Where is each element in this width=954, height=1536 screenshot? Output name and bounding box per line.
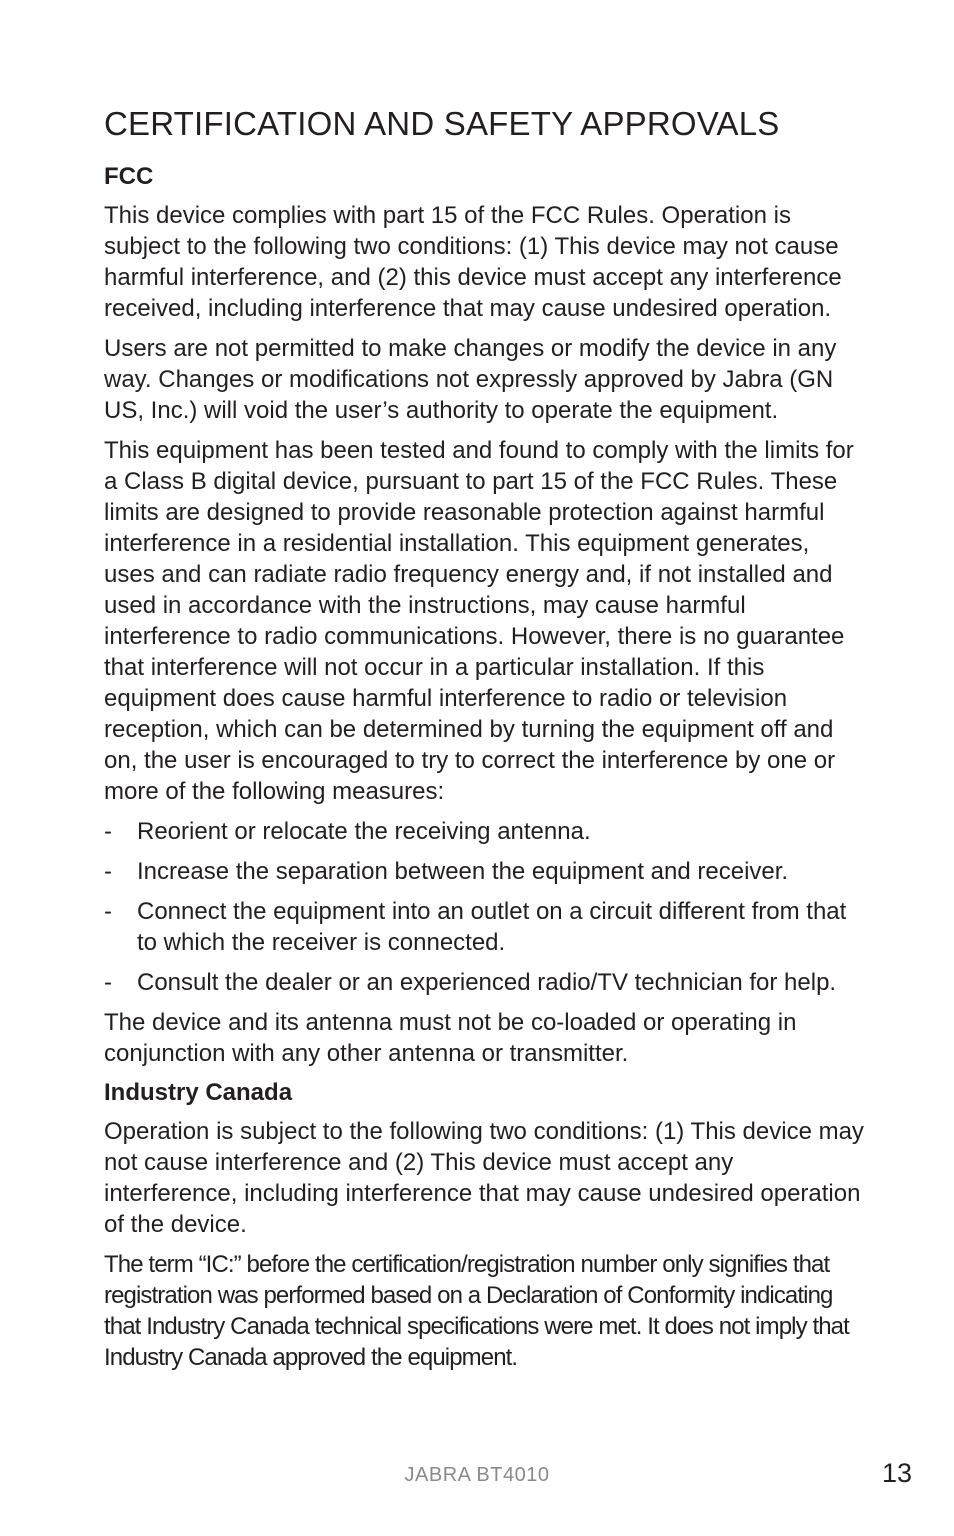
fcc-paragraph-4: The device and its antenna must not be co-loaded or operating in conjunction with any other antenna or transmitter. — [104, 1009, 797, 1067]
list-item-text: Increase the separation between the equipment and receiver. — [137, 858, 789, 885]
fcc-paragraph-1: This device complies with part 15 of the FCC Rules. Operation is subject to the following two conditions: (1) This device may not cause harmful interference, and (2) this device must accept any interference received, including interference that may cause undesired operation. — [104, 202, 842, 322]
industry-canada-heading: Industry Canada — [104, 1079, 293, 1106]
list-item — [104, 856, 864, 887]
fcc-paragraph-2: Users are not permitted to make changes or modify the device in any way. Changes or modifications not expressly approved by Jabra (GN US, Inc.) will void the user’s authority to operate the equipment. — [104, 335, 837, 424]
list-item-text: Consult the dealer or an experienced radio/TV technician for help. — [137, 969, 837, 996]
footer-model-name: JABRA BT4010 — [404, 1464, 550, 1486]
bullet-dash: - — [104, 969, 112, 996]
industry-canada-paragraph-2: The term “IC:” before the certification/registration number only signifies that registration was performed based on a Declaration of Conformity indicating that Industry Canada technical specifications were met. It does not imply that Industry Canada approved the equipment. — [104, 1251, 849, 1371]
fcc-measures-list — [104, 816, 864, 998]
list-item — [104, 896, 864, 958]
bullet-dash: - — [104, 818, 112, 845]
bullet-dash: - — [104, 898, 112, 925]
industry-canada-paragraph-1: Operation is subject to the following two conditions: (1) This device may not cause interference and (2) This device must accept any interference, including interference that may cause undesired operation of the device. — [104, 1118, 864, 1238]
page-title: CERTIFICATION AND SAFETY APPROVALS — [104, 105, 780, 142]
bullet-dash: - — [104, 858, 112, 885]
list-item — [104, 967, 864, 998]
document-page — [104, 100, 864, 1382]
list-item-text: Reorient or relocate the receiving antenna. — [137, 818, 591, 845]
list-item-text: Connect the equipment into an outlet on a circuit different from that to which the receiver is connected. — [137, 898, 847, 956]
fcc-paragraph-3: This equipment has been tested and found to comply with the limits for a Class B digital device, pursuant to part 15 of the FCC Rules. These limits are designed to provide reasonable protection against harmful interference in a residential installation. This equipment generates, uses and can radiate radio frequency energy and, if not installed and used in accordance with the instructions, may cause harmful interference to radio communications. However, there is no guarantee that interference will not occur in a particular installation. If this equipment does cause harmful interference to radio or television reception, which can be determined by turning the equipment off and on, the user is encouraged to try to correct the interference by one or more of the following measures: — [104, 437, 854, 805]
fcc-heading: FCC — [104, 163, 154, 190]
list-item — [104, 816, 864, 847]
page-number: 13 — [881, 1458, 912, 1488]
